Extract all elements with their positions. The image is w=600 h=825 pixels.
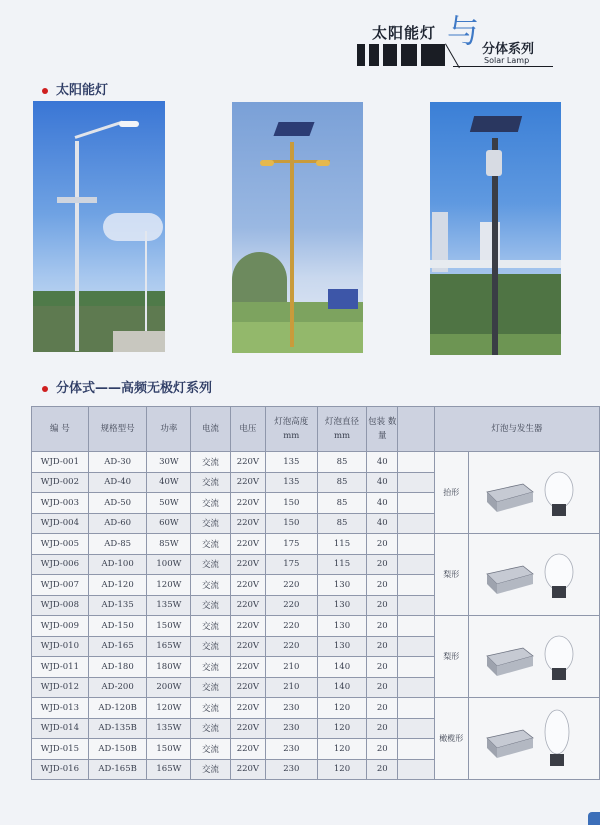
bulb-shape-label: 橄榄形 (434, 698, 468, 780)
table-cell: 220V (230, 718, 265, 739)
table-cell: 220V (230, 677, 265, 698)
bulb-shape-label: 抬形 (434, 452, 468, 534)
table-cell: 交流 (191, 616, 231, 637)
table-cell: 165W (147, 759, 191, 780)
table-cell: 230 (265, 739, 317, 760)
table-cell: WJD-006 (32, 554, 89, 575)
table-header-row (32, 407, 600, 452)
table-cell: 140 (317, 657, 367, 678)
table-cell: 220 (265, 595, 317, 616)
bullet-icon (42, 386, 48, 392)
table-cell: 220 (265, 616, 317, 637)
table-cell: 175 (265, 554, 317, 575)
table-cell: 85 (317, 452, 367, 473)
table-cell: AD-150 (88, 616, 147, 637)
bulb-generator-illustration (469, 698, 599, 776)
table-cell: AD-135 (88, 595, 147, 616)
table-cell: 交流 (191, 472, 231, 493)
bulb-generator-image (468, 698, 599, 780)
table-cell: AD-50 (88, 493, 147, 514)
table-cell: 220V (230, 472, 265, 493)
solar-lamp-photo-2 (232, 102, 363, 353)
table-cell: 85 (317, 513, 367, 534)
table-cell: 交流 (191, 759, 231, 780)
table-cell: 220V (230, 554, 265, 575)
table-cell: 115 (317, 554, 367, 575)
table-cell: 20 (367, 595, 398, 616)
table-cell: WJD-003 (32, 493, 89, 514)
table-spacer-cell (398, 595, 435, 616)
table-cell: 220V (230, 452, 265, 473)
header-cell: 功率 (147, 407, 191, 452)
table-cell: 85 (317, 472, 367, 493)
table-cell: 40W (147, 472, 191, 493)
table-cell: 220V (230, 698, 265, 719)
table-cell: 210 (265, 657, 317, 678)
table-spacer-cell (398, 575, 435, 596)
table-spacer-cell (398, 554, 435, 575)
table-cell: WJD-015 (32, 739, 89, 760)
table-cell: WJD-012 (32, 677, 89, 698)
table-row (32, 452, 600, 473)
table-cell: WJD-010 (32, 636, 89, 657)
header-cell: 电流 (191, 407, 231, 452)
table-spacer-cell (398, 513, 435, 534)
header-cell: 灯泡直径 mm (317, 407, 367, 452)
header-decorative-bars (357, 44, 453, 66)
table-cell: 交流 (191, 513, 231, 534)
table-row (32, 534, 600, 555)
table-cell: 20 (367, 759, 398, 780)
table-cell: 交流 (191, 698, 231, 719)
table-cell: AD-180 (88, 657, 147, 678)
table-spacer-cell (398, 452, 435, 473)
table-spacer-cell (398, 759, 435, 780)
table-cell: 220V (230, 739, 265, 760)
table-cell: AD-85 (88, 534, 147, 555)
header-subtitle: Solar Lamp (484, 56, 530, 65)
bulb-generator-image (468, 616, 599, 698)
table-cell: 165W (147, 636, 191, 657)
table-cell: 135W (147, 595, 191, 616)
table-cell: 20 (367, 698, 398, 719)
table-cell: 220V (230, 575, 265, 596)
header-underline (453, 66, 553, 67)
table-cell: AD-165 (88, 636, 147, 657)
table-row (32, 698, 600, 719)
table-cell: 120 (317, 759, 367, 780)
table-cell: 20 (367, 575, 398, 596)
table-cell: 100W (147, 554, 191, 575)
table-cell: 20 (367, 534, 398, 555)
table-cell: AD-120B (88, 698, 147, 719)
bulb-generator-image (468, 452, 599, 534)
bulb-generator-illustration (469, 616, 599, 694)
table-spacer-cell (398, 677, 435, 698)
table-cell: WJD-009 (32, 616, 89, 637)
table-cell: 交流 (191, 534, 231, 555)
table-cell: 120 (317, 739, 367, 760)
table-cell: 150W (147, 616, 191, 637)
table-cell: 150W (147, 739, 191, 760)
table-row (32, 616, 600, 637)
table-cell: 20 (367, 657, 398, 678)
table-cell: WJD-001 (32, 452, 89, 473)
table-cell: AD-200 (88, 677, 147, 698)
table-cell: 135 (265, 472, 317, 493)
table-spacer-cell (398, 472, 435, 493)
table-cell: WJD-014 (32, 718, 89, 739)
table-cell: 130 (317, 595, 367, 616)
table-spacer-cell (398, 493, 435, 514)
table-cell: 20 (367, 739, 398, 760)
header-cell: 编 号 (32, 407, 89, 452)
table-cell: 40 (367, 472, 398, 493)
table-spacer-cell (398, 657, 435, 678)
table-cell: 130 (317, 636, 367, 657)
table-cell: AD-120 (88, 575, 147, 596)
table-spacer-cell (398, 718, 435, 739)
table-cell: 20 (367, 636, 398, 657)
table-cell: AD-100 (88, 554, 147, 575)
table-cell: 150 (265, 513, 317, 534)
table-cell: 20 (367, 677, 398, 698)
bulb-generator-image (468, 534, 599, 616)
table-cell: 130 (317, 616, 367, 637)
header-title-part1: 太阳能灯 (372, 24, 437, 42)
table-cell: 135 (265, 452, 317, 473)
table-cell: 交流 (191, 739, 231, 760)
table-cell: 120W (147, 698, 191, 719)
table-cell: 交流 (191, 554, 231, 575)
bullet-icon (42, 88, 48, 94)
table-cell: 40 (367, 452, 398, 473)
table-cell: AD-60 (88, 513, 147, 534)
table-cell: WJD-013 (32, 698, 89, 719)
table-cell: WJD-002 (32, 472, 89, 493)
table-cell: 220 (265, 575, 317, 596)
table-cell: 220V (230, 493, 265, 514)
bulb-shape-label: 梨形 (434, 616, 468, 698)
bulb-shape-label: 梨形 (434, 534, 468, 616)
table-cell: 50W (147, 493, 191, 514)
table-cell: 120 (317, 698, 367, 719)
header-cell: 包装 数量 (367, 407, 398, 452)
table-cell: 130 (317, 575, 367, 596)
table-cell: 40 (367, 513, 398, 534)
header-title-yu: 与 (447, 12, 480, 50)
header-cell: 灯泡高度 mm (265, 407, 317, 452)
table-cell: 200W (147, 677, 191, 698)
spec-table (31, 406, 600, 780)
table-cell: 交流 (191, 657, 231, 678)
table-cell: WJD-011 (32, 657, 89, 678)
table-cell: 120 (317, 718, 367, 739)
table-cell: WJD-008 (32, 595, 89, 616)
table-cell: WJD-005 (32, 534, 89, 555)
table-cell: 85W (147, 534, 191, 555)
header-title-part2: 分体系列 (482, 42, 535, 57)
table-cell: 85 (317, 493, 367, 514)
table-cell: AD-30 (88, 452, 147, 473)
bulb-generator-illustration (469, 534, 599, 612)
table-cell: 220V (230, 513, 265, 534)
table-cell: 150 (265, 493, 317, 514)
table-cell: 交流 (191, 595, 231, 616)
table-cell: 140 (317, 677, 367, 698)
table-cell: 135W (147, 718, 191, 739)
table-cell: WJD-016 (32, 759, 89, 780)
table-cell: 交流 (191, 636, 231, 657)
table-cell: 30W (147, 452, 191, 473)
table-cell: 60W (147, 513, 191, 534)
bulb-generator-illustration (469, 452, 599, 530)
table-cell: 交流 (191, 575, 231, 596)
table-cell: 230 (265, 718, 317, 739)
table-cell: 220V (230, 759, 265, 780)
section-split-title: 分体式——高频无极灯系列 (56, 381, 213, 396)
table-spacer-cell (398, 636, 435, 657)
table-cell: 交流 (191, 677, 231, 698)
header-cell: 规格型号 (88, 407, 147, 452)
table-cell: 220V (230, 657, 265, 678)
table-cell: 交流 (191, 493, 231, 514)
table-cell: 20 (367, 718, 398, 739)
table-cell: 180W (147, 657, 191, 678)
header-cell: 电压 (230, 407, 265, 452)
table-cell: 230 (265, 698, 317, 719)
table-spacer-cell (398, 739, 435, 760)
table-cell: AD-150B (88, 739, 147, 760)
table-cell: 210 (265, 677, 317, 698)
table-cell: 175 (265, 534, 317, 555)
table-cell: 220V (230, 595, 265, 616)
table-spacer-cell (398, 698, 435, 719)
table-spacer-cell (398, 534, 435, 555)
section-split-series (42, 377, 212, 396)
table-cell: 20 (367, 616, 398, 637)
header-cell (398, 407, 435, 452)
table-cell: 120W (147, 575, 191, 596)
header-cell: 灯泡与发生器 (434, 407, 599, 452)
table-spacer-cell (398, 616, 435, 637)
solar-lamp-photo-3 (430, 102, 561, 355)
table-cell: 40 (367, 493, 398, 514)
table-cell: 115 (317, 534, 367, 555)
table-cell: 220V (230, 616, 265, 637)
table-cell: AD-135B (88, 718, 147, 739)
table-cell: 220V (230, 636, 265, 657)
table-cell: 220V (230, 534, 265, 555)
page-corner-tab (588, 812, 600, 825)
table-cell: 230 (265, 759, 317, 780)
table-cell: AD-40 (88, 472, 147, 493)
section-solar-lamp (42, 79, 108, 98)
table-cell: WJD-007 (32, 575, 89, 596)
table-cell: AD-165B (88, 759, 147, 780)
table-cell: 220 (265, 636, 317, 657)
solar-lamp-photo-1 (33, 101, 165, 352)
section-solar-title: 太阳能灯 (56, 83, 109, 98)
table-cell: 20 (367, 554, 398, 575)
table-cell: 交流 (191, 718, 231, 739)
table-cell: 交流 (191, 452, 231, 473)
table-cell: WJD-004 (32, 513, 89, 534)
